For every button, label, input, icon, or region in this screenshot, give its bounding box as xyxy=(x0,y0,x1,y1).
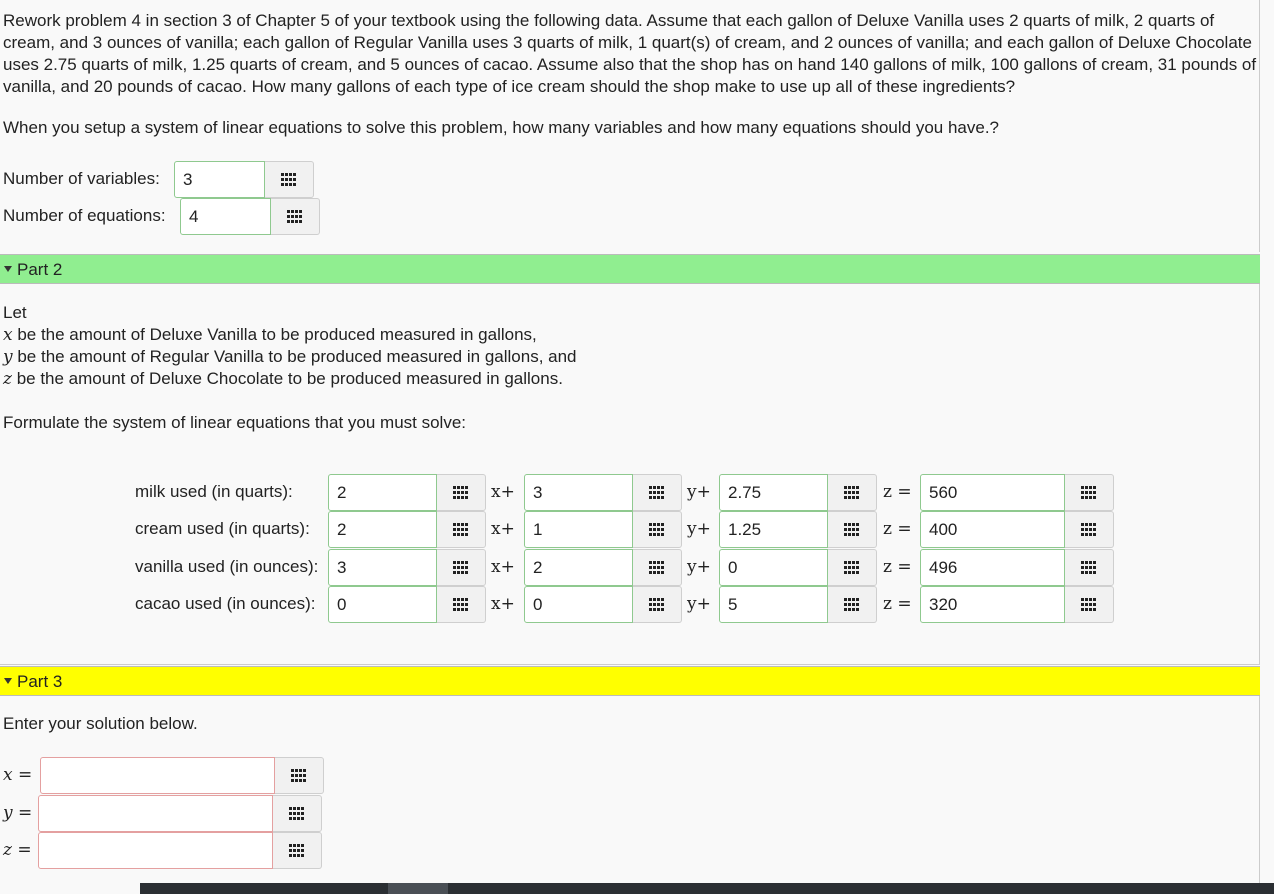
coef-x-keyboard-button[interactable] xyxy=(437,586,486,623)
y-plus-operator: y+ xyxy=(687,594,711,614)
def-z-text: be the amount of Deluxe Chocolate to be produced measured in gallons. xyxy=(11,369,563,388)
coef-y-keyboard-button[interactable] xyxy=(633,474,682,511)
rhs-input[interactable]: 400 xyxy=(920,511,1065,548)
z-keyboard-button[interactable] xyxy=(273,832,322,869)
keyboard-icon xyxy=(844,598,860,611)
coef-y-input[interactable]: 2 xyxy=(524,549,633,586)
coef-x-input[interactable]: 2 xyxy=(328,474,437,511)
def-x-text: be the amount of Deluxe Vanilla to be produced measured in gallons, xyxy=(12,325,537,344)
keyboard-icon xyxy=(844,561,860,574)
coef-z-input[interactable]: 0 xyxy=(719,549,828,586)
keyboard-icon xyxy=(1081,486,1097,499)
part1-question: When you setup a system of linear equations to solve this problem, how many variables and how many equations should you have.? xyxy=(3,118,1000,137)
coef-x-input[interactable]: 2 xyxy=(328,511,437,548)
collapse-triangle-icon xyxy=(4,266,12,272)
y-keyboard-button[interactable] xyxy=(273,795,322,832)
coef-y-keyboard-button[interactable] xyxy=(633,549,682,586)
equation-row-label: milk used (in quarts): xyxy=(135,482,293,501)
coef-y-input[interactable]: 0 xyxy=(524,586,633,623)
equation-row-label: cacao used (in ounces): xyxy=(135,594,316,613)
x-keyboard-button[interactable] xyxy=(275,757,324,794)
z-equals-operator: z = xyxy=(883,594,912,614)
keyboard-icon xyxy=(291,769,307,782)
z-label: z = xyxy=(3,840,32,860)
def-z xyxy=(3,368,563,390)
coef-z-keyboard-button[interactable] xyxy=(828,511,877,548)
coef-y-input[interactable]: 3 xyxy=(524,474,633,511)
y-solution-input[interactable] xyxy=(38,795,273,832)
panel-border xyxy=(1259,696,1260,886)
keyboard-icon xyxy=(844,523,860,536)
coef-x-keyboard-button[interactable] xyxy=(437,474,486,511)
coef-z-input[interactable]: 1.25 xyxy=(719,511,828,548)
part2-header[interactable] xyxy=(0,254,1260,284)
keyboard-icon xyxy=(453,561,469,574)
equations-input[interactable]: 4 xyxy=(180,198,271,235)
x-plus-operator: x+ xyxy=(491,594,515,614)
problem-text: Rework problem 4 in section 3 of Chapter 5 of your textbook using the following data. Assume that each gallon of Deluxe Vanilla uses 2 quarts of milk, 2 quarts of cream, and 3 ounces of vanilla; each gallon of Regular Vanilla uses 3 quarts of milk, 1 quart(s) of cream, and 2 ounces of vanilla; and each gallon of Deluxe Chocolate uses 2.75 quarts of milk, 1.25 quarts of cream, and 5 ounces of cacao. Assume also that the shop has on hand 140 gallons of milk, 100 gallons of cream, 31 pounds of vanilla, and 20 pounds of cacao. How many gallons of each type of ice cream should the shop make to use up all of these ingredients? xyxy=(3,11,1257,96)
var-y: y xyxy=(3,347,13,367)
rhs-input[interactable]: 560 xyxy=(920,474,1065,511)
panel-border xyxy=(1259,284,1260,664)
variables-input[interactable]: 3 xyxy=(174,161,265,198)
equation-row-label: cream used (in quarts): xyxy=(135,519,310,538)
coef-y-keyboard-button[interactable] xyxy=(633,511,682,548)
part2-title: Part 2 xyxy=(17,260,63,279)
x-plus-operator: x+ xyxy=(491,519,515,539)
z-solution-input[interactable] xyxy=(38,832,273,869)
y-plus-operator: y+ xyxy=(687,519,711,539)
keyboard-icon xyxy=(1081,523,1097,536)
coef-x-input[interactable]: 0 xyxy=(328,586,437,623)
y-plus-operator: y+ xyxy=(687,482,711,502)
x-solution-input[interactable] xyxy=(40,757,275,794)
equations-keyboard-button[interactable] xyxy=(271,198,320,235)
rhs-keyboard-button[interactable] xyxy=(1065,549,1114,586)
coef-z-keyboard-button[interactable] xyxy=(828,474,877,511)
y-plus-operator: y+ xyxy=(687,557,711,577)
variables-keyboard-button[interactable] xyxy=(265,161,314,198)
coef-z-input[interactable]: 5 xyxy=(719,586,828,623)
y-label: y = xyxy=(3,803,33,823)
part3-title: Part 3 xyxy=(17,672,63,691)
part3-prompt: Enter your solution below. xyxy=(3,714,198,733)
keyboard-icon xyxy=(289,807,305,820)
keyboard-icon xyxy=(649,523,665,536)
keyboard-icon xyxy=(649,561,665,574)
x-plus-operator: x+ xyxy=(491,557,515,577)
x-plus-operator: x+ xyxy=(491,482,515,502)
coef-y-keyboard-button[interactable] xyxy=(633,586,682,623)
panel-border xyxy=(1259,0,1260,252)
keyboard-icon xyxy=(453,486,469,499)
coef-z-keyboard-button[interactable] xyxy=(828,586,877,623)
def-y xyxy=(3,346,577,368)
rhs-input[interactable]: 496 xyxy=(920,549,1065,586)
def-y-text: be the amount of Regular Vanilla to be produced measured in gallons, and xyxy=(12,347,577,366)
part3-header[interactable] xyxy=(0,666,1260,696)
z-equals-operator: z = xyxy=(883,519,912,539)
keyboard-icon xyxy=(453,598,469,611)
variables-label: Number of variables: xyxy=(3,169,160,188)
taskbar-active-item[interactable] xyxy=(388,883,448,894)
z-equals-operator: z = xyxy=(883,482,912,502)
var-x: x xyxy=(3,325,13,345)
var-z: z xyxy=(3,369,12,389)
keyboard-icon xyxy=(649,486,665,499)
equations-label: Number of equations: xyxy=(3,206,166,225)
rhs-keyboard-button[interactable] xyxy=(1065,511,1114,548)
keyboard-icon xyxy=(287,210,303,223)
def-x xyxy=(3,324,537,346)
equation-row-label: vanilla used (in ounces): xyxy=(135,557,319,576)
let-text: Let xyxy=(3,303,27,322)
x-label: x = xyxy=(3,765,33,785)
keyboard-icon xyxy=(844,486,860,499)
coef-z-input[interactable]: 2.75 xyxy=(719,474,828,511)
rhs-input[interactable]: 320 xyxy=(920,586,1065,623)
rhs-keyboard-button[interactable] xyxy=(1065,586,1114,623)
coef-x-keyboard-button[interactable] xyxy=(437,549,486,586)
part2-bottom-border xyxy=(0,664,1260,665)
keyboard-icon xyxy=(281,173,297,186)
coef-z-keyboard-button[interactable] xyxy=(828,549,877,586)
rhs-keyboard-button[interactable] xyxy=(1065,474,1114,511)
keyboard-icon xyxy=(1081,561,1097,574)
coef-y-input[interactable]: 1 xyxy=(524,511,633,548)
coef-x-keyboard-button[interactable] xyxy=(437,511,486,548)
taskbar xyxy=(140,883,1274,894)
formulate-text: Formulate the system of linear equations that you must solve: xyxy=(3,413,467,432)
keyboard-icon xyxy=(649,598,665,611)
keyboard-icon xyxy=(1081,598,1097,611)
keyboard-icon xyxy=(289,844,305,857)
coef-x-input[interactable]: 3 xyxy=(328,549,437,586)
keyboard-icon xyxy=(453,523,469,536)
z-equals-operator: z = xyxy=(883,557,912,577)
collapse-triangle-icon xyxy=(4,678,12,684)
